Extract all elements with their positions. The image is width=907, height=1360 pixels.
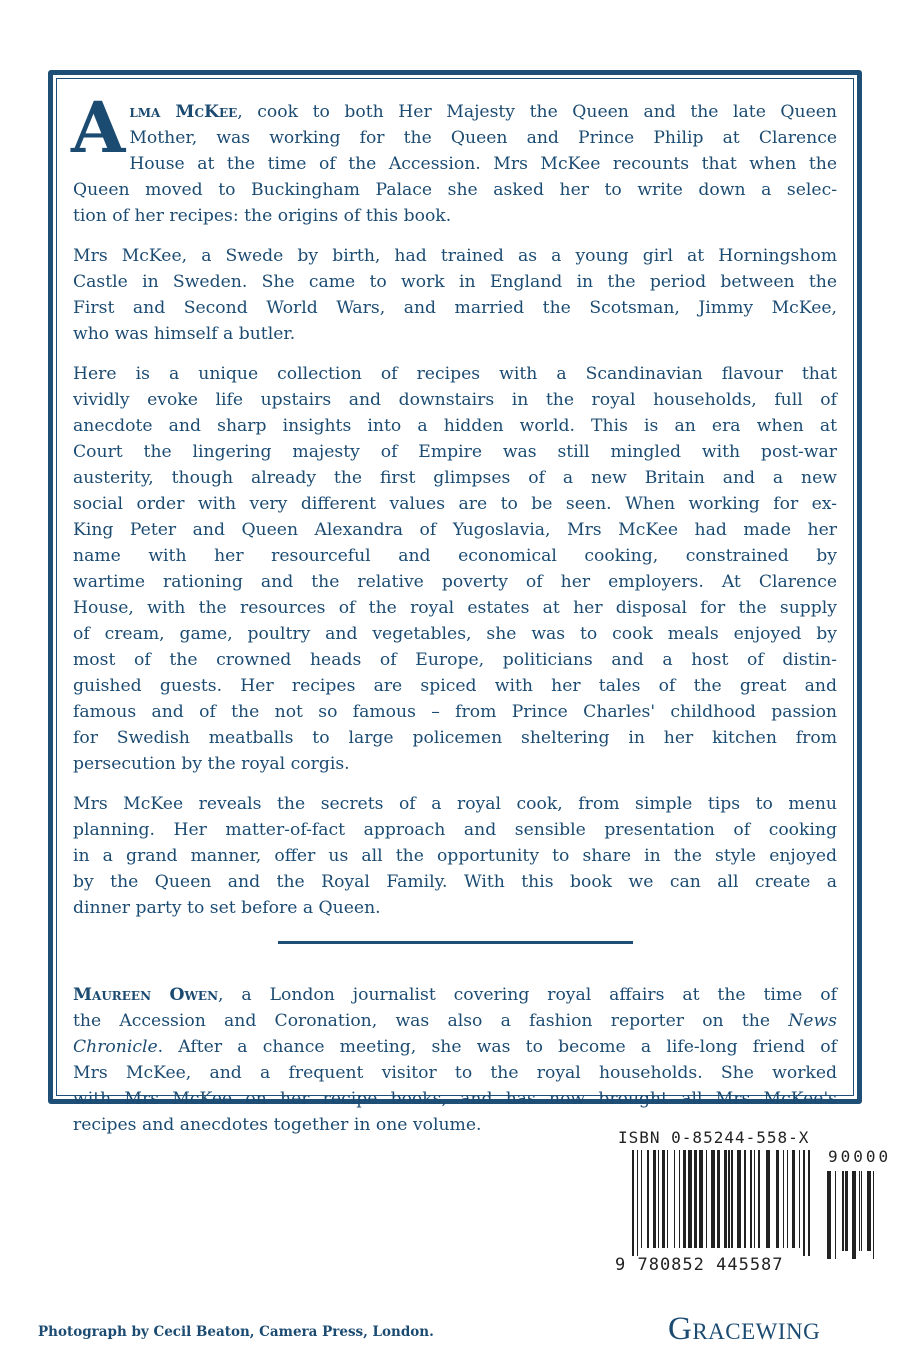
barcode-bar (754, 1150, 755, 1248)
barcode-bar (717, 1150, 720, 1248)
text-line (73, 413, 837, 439)
text-segment: vividly evoke life upstairs and downstairs in the royal households, full of (73, 390, 837, 410)
barcode-bar (744, 1150, 746, 1248)
barcode-bar (706, 1150, 707, 1248)
text-line (73, 125, 837, 151)
text-line (73, 177, 837, 203)
text-segment: Mrs McKee, and a frequent visitor to the royal households. She worked (73, 1063, 837, 1083)
text-segment: Castle in Sweden. She came to work in England in the period between the (73, 272, 837, 292)
text-line (73, 843, 837, 869)
text-line (73, 699, 837, 725)
text-line (73, 621, 837, 647)
name-smallcaps: lma McKee (129, 102, 238, 122)
text-segment: in a grand manner, offer us all the opportunity to share in the style enjoyed (73, 846, 837, 866)
barcode-bar (861, 1171, 862, 1251)
barcode-bar (711, 1150, 715, 1248)
text-segment: , cook to both Her Majesty the Queen and the late Queen (237, 102, 838, 122)
barcode-bar (731, 1150, 733, 1248)
text-segment: with Mrs McKee on her recipe books, and has now brought all Mrs McKee's (73, 1089, 837, 1109)
barcode-bar (859, 1171, 860, 1251)
text-line (73, 1008, 837, 1034)
barcode-bar (803, 1150, 805, 1256)
text-segment: guished guests. Her recipes are spiced with her tales of the great and (73, 676, 837, 696)
ean-number: 9 780852 445587 (615, 1255, 784, 1275)
text-segment: who was himself a butler. (73, 324, 296, 344)
barcode-bar (688, 1150, 692, 1248)
text-segment: Court the lingering majesty of Empire was still mingled with post-war (73, 442, 837, 462)
text-line (73, 543, 837, 569)
text-line (73, 517, 837, 543)
isbn-label: ISBN 0-85244-558-X (618, 1128, 810, 1147)
text-line (73, 1034, 837, 1060)
barcode-bar (658, 1150, 659, 1248)
barcode-bar (699, 1150, 703, 1248)
text-segment: wartime rationing and the relative poverty of her employers. At Clarence (73, 572, 837, 592)
barcode-bar (694, 1150, 697, 1248)
text-line (73, 895, 837, 921)
italic-text: News (788, 1011, 837, 1031)
text-line (73, 1086, 837, 1112)
barcode-bar (867, 1171, 871, 1251)
drop-cap: A (71, 86, 126, 169)
barcode-bar (835, 1171, 836, 1259)
barcode-bar (750, 1150, 752, 1248)
text-segment: Mother, was working for the Queen and Prince Philip at Clarence (129, 128, 837, 148)
price-addon-number: 90000 (828, 1147, 892, 1166)
text-segment: persecution by the royal corgis. (73, 754, 350, 774)
barcode-bar (662, 1150, 665, 1248)
barcode-bar (845, 1171, 848, 1251)
paragraph (73, 361, 837, 777)
blurb-text (71, 86, 838, 921)
text-segment: . After a chance meeting, she was to become a life-long friend of (157, 1037, 837, 1057)
barcode-bar (852, 1171, 856, 1259)
text-segment: House at the time of the Accession. Mrs McKee recounts that when the (129, 154, 837, 174)
barcode-bar (647, 1150, 649, 1248)
text-segment: First and Second World Wars, and married the Scotsman, Jimmy McKee, (73, 298, 837, 318)
text-segment: austerity, though already the first glimpses of a new Britain and a new (73, 468, 837, 488)
italic-text: Chronicle (73, 1037, 158, 1057)
barcode-bar (679, 1150, 680, 1248)
barcode-bar (724, 1150, 727, 1248)
barcode-bar (637, 1150, 638, 1256)
text-line (73, 869, 837, 895)
text-segment: famous and of the not so famous – from Prince Charles' childhood passion (73, 702, 837, 722)
text-line (73, 673, 837, 699)
barcode-bar (641, 1150, 642, 1248)
text-line (73, 361, 837, 387)
text-segment: name with her resourceful and economical cooking, constrained by (73, 546, 837, 566)
text-line (73, 817, 837, 843)
text-line (73, 99, 837, 125)
divider-rule (278, 941, 633, 944)
text-line (73, 465, 837, 491)
paragraph (71, 86, 838, 229)
publisher-logo: Gracewing (668, 1311, 821, 1347)
text-segment: Queen moved to Buckingham Palace she asked her to write down a selec- (73, 180, 837, 200)
barcode-bar (873, 1171, 874, 1259)
text-line (73, 269, 837, 295)
text-segment: most of the crowned heads of Europe, politicians and a host of distin- (73, 650, 837, 670)
text-segment: Here is a unique collection of recipes with a Scandinavian flavour that (73, 364, 837, 384)
text-segment: recipes and anecdotes together in one volume. (73, 1115, 482, 1135)
text-segment: for Swedish meatballs to large policemen sheltering in her kitchen from (73, 728, 837, 748)
isbn-barcode (615, 1128, 892, 1275)
barcode-bar (766, 1150, 770, 1248)
barcode-bar (783, 1150, 784, 1248)
barcode-bar (674, 1150, 675, 1248)
barcode-bar (792, 1150, 795, 1248)
barcode-bar (787, 1150, 788, 1248)
text-segment: Mrs McKee, a Swede by birth, had trained as a young girl at Horningshom (73, 246, 837, 266)
text-line (73, 387, 837, 413)
barcode-bar (827, 1171, 831, 1259)
barcode-bar (667, 1150, 668, 1248)
text-line (73, 491, 837, 517)
barcode-bar (776, 1150, 779, 1248)
barcode-bar (632, 1150, 634, 1256)
barcode-bar (737, 1150, 741, 1248)
barcode-bar (728, 1150, 730, 1248)
paragraph (73, 791, 837, 921)
paragraph (73, 243, 837, 347)
text-line (73, 647, 837, 673)
barcode-bar (808, 1150, 810, 1256)
text-segment: House, with the resources of the royal estates at her disposal for the supply (73, 598, 837, 618)
text-segment: by the Queen and the Royal Family. With this book we can all create a (73, 872, 837, 892)
text-segment: Mrs McKee reveals the secrets of a royal cook, from simple tips to menu (73, 794, 837, 814)
text-line (73, 791, 837, 817)
text-line (73, 203, 837, 229)
photo-credit: Photograph by Cecil Beaton, Camera Press, London. (38, 1324, 434, 1340)
name-smallcaps: Maureen Owen (73, 985, 219, 1005)
author-bio (73, 982, 837, 1138)
text-line (73, 595, 837, 621)
blurb-content (71, 86, 838, 1152)
text-segment: dinner party to set before a Queen. (73, 898, 381, 918)
paragraph (73, 982, 837, 1138)
text-segment: King Peter and Queen Alexandra of Yugoslavia, Mrs McKee had made her (73, 520, 837, 540)
barcode-bar (683, 1150, 686, 1248)
text-line (73, 321, 837, 347)
text-segment: tion of her recipes: the origins of this book. (73, 206, 452, 226)
text-segment: social order with very different values are to be seen. When working for ex- (73, 494, 837, 514)
barcode-bars (615, 1128, 875, 1273)
barcode-bar (758, 1150, 760, 1248)
text-line (73, 151, 837, 177)
text-segment: of cream, game, poultry and vegetables, she was to cook meals enjoyed by (73, 624, 837, 644)
barcode-bar (799, 1150, 800, 1248)
text-line (73, 982, 837, 1008)
text-line (73, 295, 837, 321)
text-segment: , a London journalist covering royal affairs at the time of (218, 985, 837, 1005)
text-line (73, 725, 837, 751)
barcode-bar (842, 1171, 844, 1251)
text-segment: planning. Her matter-of-fact approach and sensible presentation of cooking (73, 820, 837, 840)
text-line (73, 439, 837, 465)
text-line (73, 569, 837, 595)
cover-frame (48, 70, 862, 1135)
text-line (73, 1060, 837, 1086)
barcode-bar (653, 1150, 656, 1248)
text-segment: the Accession and Coronation, was also a fashion reporter on the (73, 1011, 789, 1031)
text-segment: anecdote and sharp insights into a hidden world. This is an era when at (73, 416, 837, 436)
text-line (73, 243, 837, 269)
text-line (73, 751, 837, 777)
